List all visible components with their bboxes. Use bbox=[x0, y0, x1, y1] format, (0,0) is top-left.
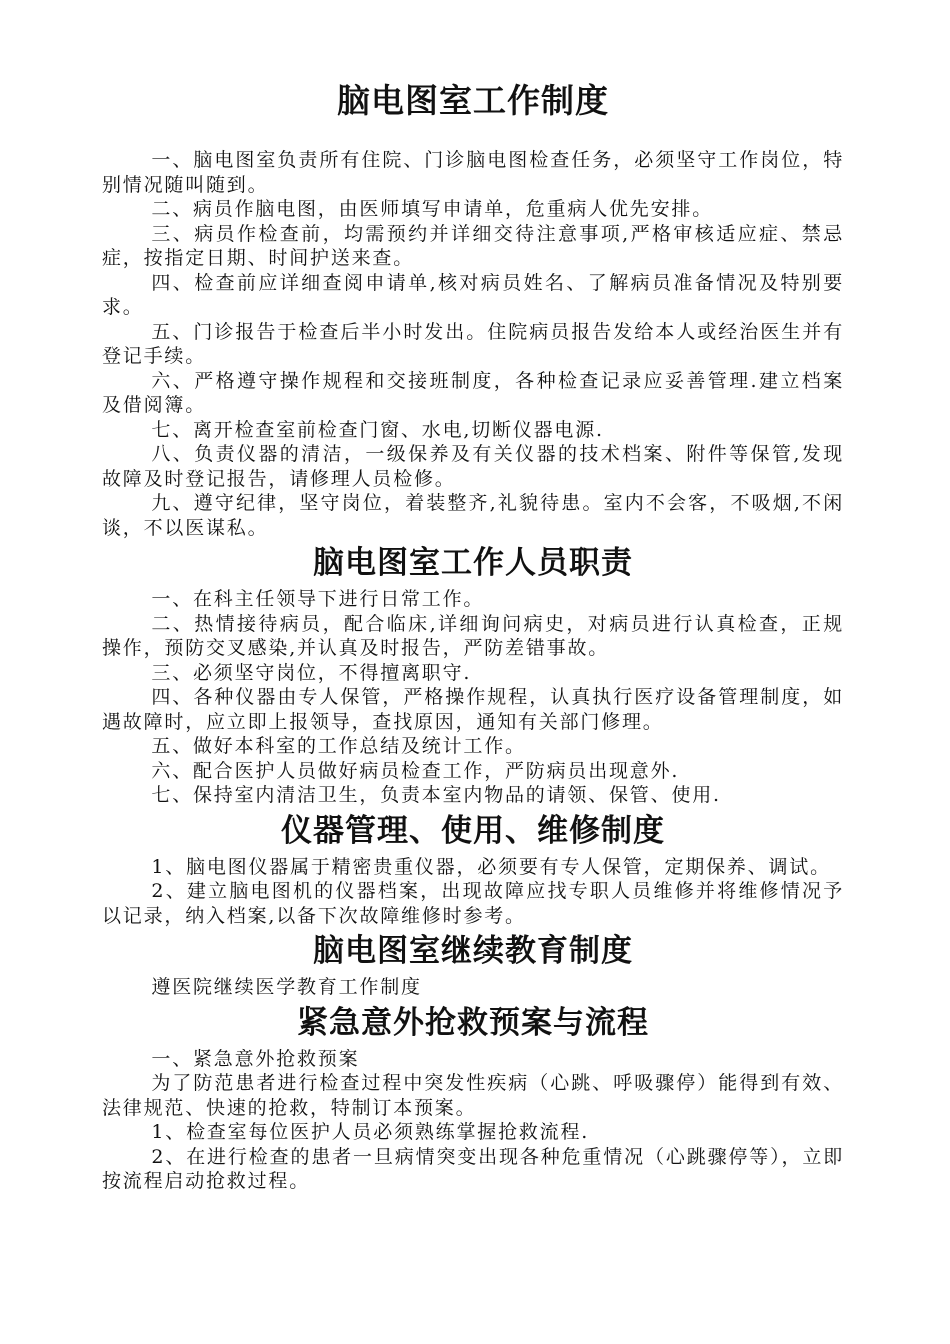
section-equipment-management bbox=[102, 809, 844, 929]
section-eeg-room-rules bbox=[102, 78, 844, 540]
paragraph: 八、负责仪器的清洁，一级保养及有关仪器的技术档案、附件等保管,发现故障及时登记报告，请修理人员检修。 bbox=[102, 443, 844, 490]
section-heading: 紧急意外抢救预案与流程 bbox=[297, 1004, 649, 1041]
paragraph: 二、热情接待病员，配合临床,详细询问病史，对病员进行认真检查，正规操作，预防交叉感染,并认真及时报告，严防差错事故。 bbox=[102, 612, 844, 659]
section-heading: 仪器管理、使用、维修制度 bbox=[281, 812, 665, 849]
paragraph: 七、保持室内清洁卫生，负责本室内物品的请领、保管、使用. bbox=[151, 784, 721, 806]
paragraph: 1、检查室每位医护人员必须熟练掌握抢救流程. bbox=[151, 1121, 590, 1143]
document-page bbox=[102, 78, 844, 1194]
document-title: 脑电图室工作制度 bbox=[337, 81, 609, 120]
paragraph: 1、脑电图仪器属于精密贵重仪器，必须要有专人保管，定期保养、调试。 bbox=[151, 855, 831, 878]
paragraph: 九、遵守纪律，坚守岗位，着装整齐,礼貌待患。室内不会客，不吸烟,不闲谈，不以医谋私。 bbox=[102, 492, 844, 539]
paragraph: 一、在科主任领导下进行日常工作。 bbox=[151, 588, 485, 610]
section-heading: 脑电图室工作人员职责 bbox=[313, 545, 633, 581]
paragraph: 四、检查前应详细查阅申请单,核对病员姓名、了解病员准备情况及特别要求。 bbox=[102, 271, 844, 318]
paragraph: 三、必须坚守岗位，不得擅离职守. bbox=[151, 661, 472, 684]
paragraph: 四、各种仪器由专人保管，严格操作规程，认真执行医疗设备管理制度，如遇故障时，应立即上报领导，查找原因，通知有关部门修理。 bbox=[102, 686, 844, 733]
paragraph: 2、建立脑电图机的仪器档案，出现故障应找专职人员维修并将维修情况予以记录，纳入档案,以备下次故障维修时参考。 bbox=[102, 880, 844, 927]
paragraph: 二、病员作脑电图，由医师填写申请单，危重病人优先安排。 bbox=[151, 198, 713, 220]
section-staff-duties bbox=[102, 541, 844, 808]
paragraph: 为了防范患者进行检查过程中突发性疾病（心跳、呼吸骤停）能得到有效、法律规范、快速的抢救，特制订本预案。 bbox=[102, 1072, 844, 1119]
paragraph: 一、脑电图室负责所有住院、门诊脑电图检查任务，必须坚守工作岗位，特别情况随叫随到。 bbox=[102, 149, 844, 196]
section-emergency-plan bbox=[102, 1001, 844, 1194]
paragraph: 五、门诊报告于检查后半小时发出。住院病员报告发给本人或经治医生并有登记手续。 bbox=[102, 320, 844, 367]
paragraph: 五、做好本科室的工作总结及统计工作。 bbox=[151, 735, 526, 757]
section-heading: 脑电图室继续教育制度 bbox=[313, 933, 633, 969]
paragraph: 六、严格遵守操作规程和交接班制度，各种检查记录应妥善管理.建立档案及借阅簿。 bbox=[102, 369, 844, 416]
paragraph: 一、紧急意外抢救预案 bbox=[151, 1047, 360, 1070]
paragraph: 六、配合医护人员做好病员检查工作，严防病员出现意外. bbox=[151, 759, 680, 782]
paragraph: 2、在进行检查的患者一旦病情突变出现各种危重情况（心跳骤停等），立即按流程启动抢救过程。 bbox=[102, 1145, 844, 1192]
paragraph: 七、离开检查室前检查门窗、水电,切断仪器电源. bbox=[151, 418, 604, 441]
paragraph: 三、病员作检查前，均需预约并详细交待注意事项,严格审核适应症、禁忌症，按指定日期、时间护送来查。 bbox=[102, 222, 844, 269]
section-continuing-education bbox=[102, 929, 844, 1000]
paragraph: 遵医院继续医学教育工作制度 bbox=[151, 976, 422, 998]
